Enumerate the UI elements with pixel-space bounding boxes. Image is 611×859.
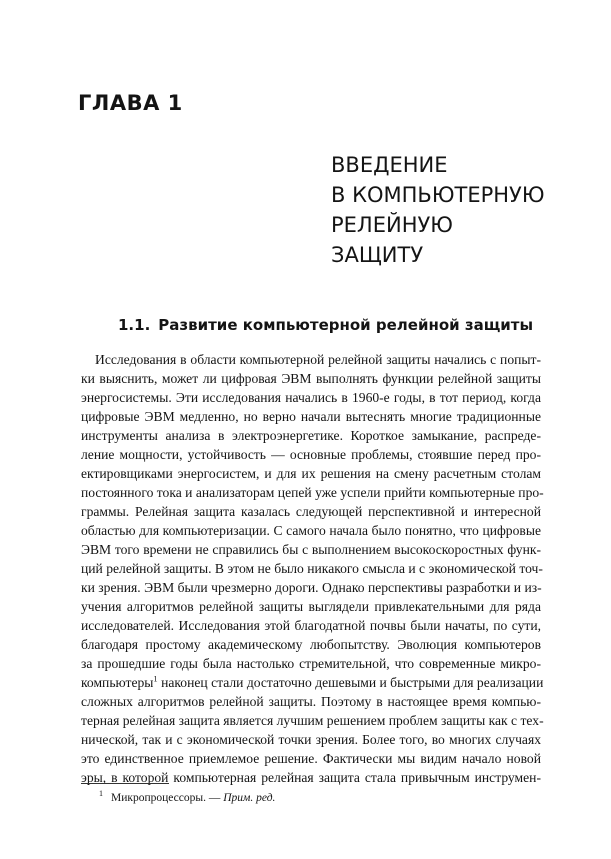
footnote (99, 789, 276, 804)
text-line: благодаря простому академическому любопытству. Эволюция компьютеров (81, 637, 541, 652)
text-line: нической, так и с экономической точки зрения. Более того, во многих случаях (81, 732, 541, 747)
text-line: граммы. Релейная защита казалась следующей перспективной и интересной (81, 504, 541, 519)
body-paragraph (81, 350, 544, 787)
text-line: ки зрения. ЭВМ были чрезмерно дороги. Однако перспективы разработки и из- (81, 580, 542, 595)
text-line: Исследования в области компьютерной релейной защиты начались с попыт- (95, 352, 541, 367)
text-line: постоянного тока и анализаторам цепей уже успели прийти компьютерные про- (81, 485, 544, 500)
footnote-divider (81, 783, 169, 784)
chapter-title-line: В КОМПЬЮТЕРНУЮ (331, 183, 545, 207)
text-fragment: компьютеры (81, 675, 154, 690)
section-heading (118, 316, 533, 334)
text-line: областью для компьютеризации. С самого начала было понятно, что цифровые (81, 523, 541, 538)
text-line: ций релейной защиты. В этом не было никакого смысла и с экономической точ- (81, 561, 543, 576)
text-line: за прошедшие годы была настолько стремительной, что современные микро- (81, 656, 541, 671)
chapter-title-line: ВВЕДЕНИЕ (331, 153, 448, 177)
text-line: учения алгоритмов релейной защиты выглядели привлекательными для ряда (81, 599, 541, 614)
text-line: терная релейная защита является лучшим решением проблем защиты как с тех- (81, 713, 544, 728)
footnote-text: Микропроцессоры. — (111, 792, 224, 804)
text-line: ки выяснить, может ли цифровая ЭВМ выполнять функции релейной защиты (81, 371, 541, 386)
text-line: энергосистемы. Эти исследования начались в 1960-е годы, в тот период, когда (81, 390, 541, 405)
section-number: 1.1. (118, 316, 151, 334)
text-line: ЭВМ того времени не справились бы с выполнением высокоскоростных функ- (81, 542, 541, 557)
chapter-label: ГЛАВА 1 (78, 91, 183, 115)
text-line: цифровые ЭВМ медленно, но верно начали вытеснять многие традиционные (81, 409, 541, 424)
text-line: ектировщиками энергосистем, и для их решения на смену расчетным столам (81, 466, 541, 481)
text-line: эры, в которой компьютерная релейная защита стала привычным инструмен- (81, 770, 541, 785)
text-line: сложных алгоритмов релейной защиты. Поэтому в настоящее время компью- (81, 694, 541, 709)
text-line: ление мощности, устойчивость — основные проблемы, стоявшие перед про- (81, 447, 541, 462)
footnote-mark: 1 (99, 789, 103, 799)
chapter-title (331, 150, 545, 270)
chapter-title-line: ЗАЩИТУ (331, 243, 424, 267)
text-line: инструменты анализа в электроэнергетике. Короткое замыкание, распреде- (81, 428, 541, 443)
footnote-reference[interactable]: 1 (153, 673, 158, 684)
chapter-title-line: РЕЛЕЙНУЮ (331, 213, 453, 237)
text-line-with-footnote (81, 673, 544, 692)
text-line: это единственное приемлемое решение. Фактически мы видим начало новой (81, 751, 541, 766)
footnote-editor-note: Прим. ред. (223, 792, 276, 804)
text-line: исследователей. Исследования этой благодатной почвы были начаты, по сути, (81, 618, 541, 633)
text-fragment: наконец стали достаточно дешевыми и быстрыми для реализации (157, 675, 544, 690)
section-title: Развитие компьютерной релейной защиты (158, 316, 534, 334)
